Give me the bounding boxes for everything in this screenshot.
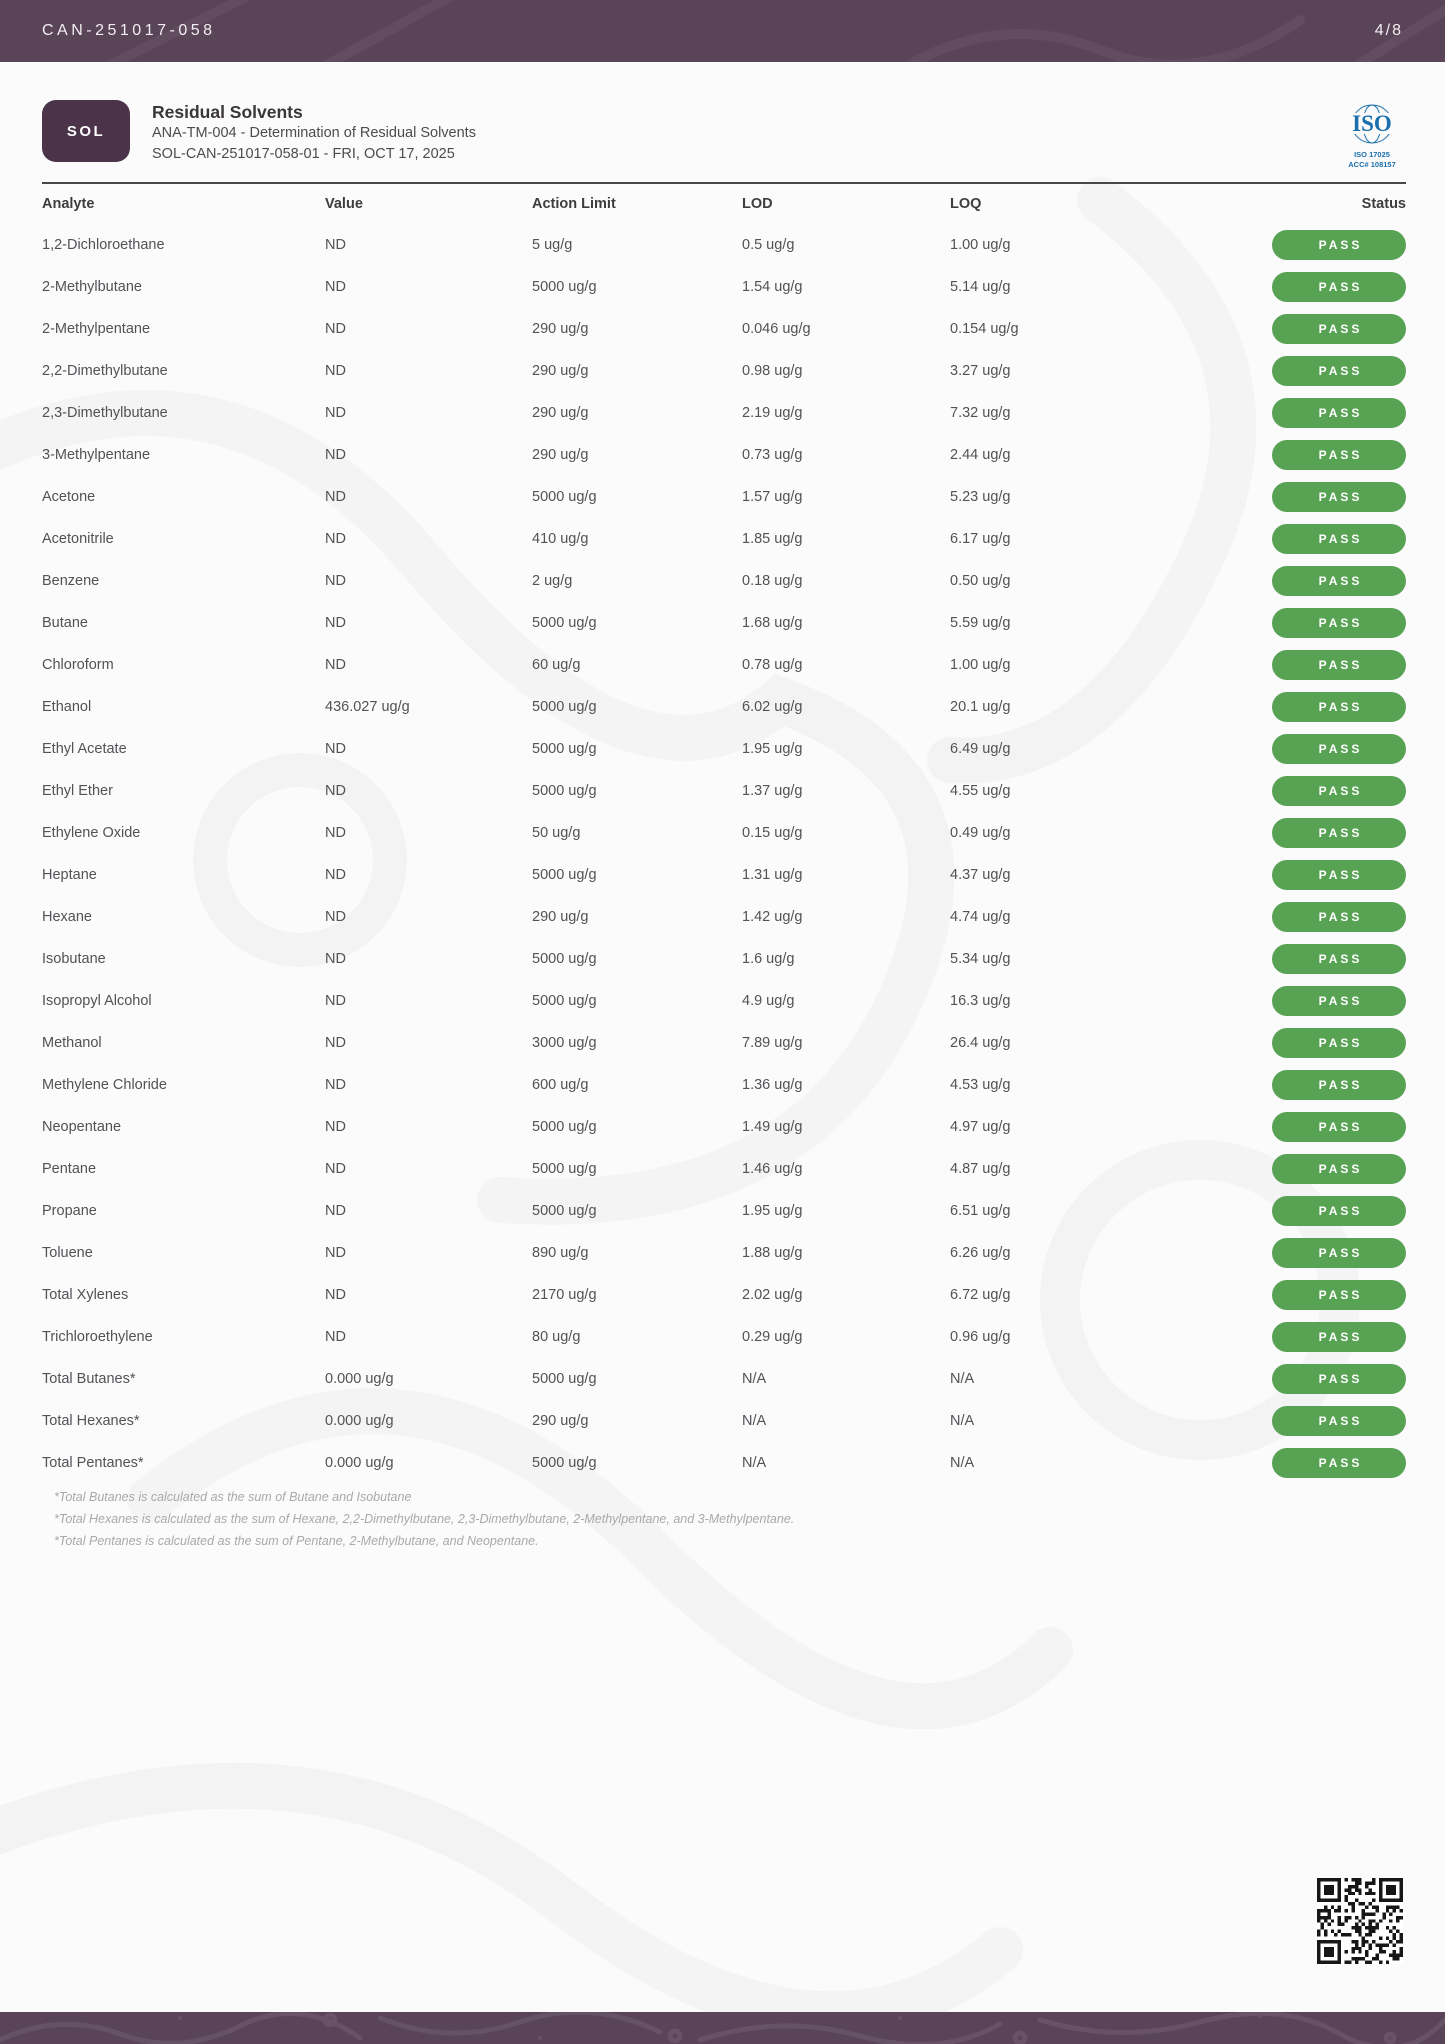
lod-cell: 1.88 ug/g: [742, 1245, 803, 1261]
loq-cell: 4.53 ug/g: [950, 1077, 1011, 1093]
column-header-action-limit: Action Limit: [532, 196, 616, 212]
lod-cell: 0.15 ug/g: [742, 825, 803, 841]
action-limit-cell: 80 ug/g: [532, 1329, 581, 1345]
action-limit-cell: 5 ug/g: [532, 237, 573, 253]
svg-text:ISO: ISO: [1352, 111, 1392, 136]
status-badge: PASS: [1272, 524, 1406, 554]
status-badge: PASS: [1272, 1028, 1406, 1058]
value-cell: ND: [325, 783, 346, 799]
value-cell: ND: [325, 909, 346, 925]
action-limit-cell: 290 ug/g: [532, 1413, 589, 1429]
value-cell: ND: [325, 405, 346, 421]
status-badge: PASS: [1272, 650, 1406, 680]
loq-cell: 5.23 ug/g: [950, 489, 1011, 505]
status-badge: PASS: [1272, 692, 1406, 722]
loq-cell: 6.51 ug/g: [950, 1203, 1011, 1219]
analyte-cell: Heptane: [42, 867, 97, 883]
action-limit-cell: 5000 ug/g: [532, 699, 597, 715]
status-badge: PASS: [1272, 398, 1406, 428]
status-cell: [1272, 440, 1406, 470]
value-cell: ND: [325, 867, 346, 883]
table-row: [42, 812, 1406, 854]
status-cell: [1272, 566, 1406, 596]
status-cell: [1272, 1196, 1406, 1226]
value-cell: ND: [325, 1329, 346, 1345]
column-header-value: Value: [325, 196, 363, 212]
section-title: Residual Solvents: [152, 102, 303, 122]
lod-cell: 1.95 ug/g: [742, 1203, 803, 1219]
table-row: [42, 1232, 1406, 1274]
loq-cell: 1.00 ug/g: [950, 237, 1011, 253]
status-badge: PASS: [1272, 1322, 1406, 1352]
lod-cell: 1.46 ug/g: [742, 1161, 803, 1177]
status-badge: PASS: [1272, 1406, 1406, 1436]
loq-cell: 7.32 ug/g: [950, 405, 1011, 421]
status-cell: [1272, 1448, 1406, 1478]
table-row: [42, 1442, 1406, 1484]
analyte-cell: Propane: [42, 1203, 97, 1219]
value-cell: ND: [325, 993, 346, 1009]
lod-cell: 0.73 ug/g: [742, 447, 803, 463]
lod-cell: 1.95 ug/g: [742, 741, 803, 757]
loq-cell: 4.74 ug/g: [950, 909, 1011, 925]
loq-cell: 5.59 ug/g: [950, 615, 1011, 631]
status-cell: [1272, 818, 1406, 848]
action-limit-cell: 290 ug/g: [532, 447, 589, 463]
status-cell: [1272, 650, 1406, 680]
loq-cell: 16.3 ug/g: [950, 993, 1011, 1009]
status-cell: [1272, 524, 1406, 554]
table-row: [42, 1316, 1406, 1358]
lod-cell: 0.98 ug/g: [742, 363, 803, 379]
iso-globe-icon: [1333, 104, 1411, 144]
status-cell: [1272, 1322, 1406, 1352]
iso-accreditation: [1333, 104, 1411, 169]
analyte-cell: Total Butanes*: [42, 1371, 136, 1387]
lod-cell: 1.85 ug/g: [742, 531, 803, 547]
lod-cell: N/A: [742, 1413, 767, 1429]
action-limit-cell: 50 ug/g: [532, 825, 581, 841]
status-cell: [1272, 230, 1406, 260]
analyte-cell: 1,2-Dichloroethane: [42, 237, 165, 253]
status-badge: PASS: [1272, 272, 1406, 302]
bottom-bar: [0, 2012, 1445, 2044]
lod-cell: 0.18 ug/g: [742, 573, 803, 589]
status-cell: [1272, 1112, 1406, 1142]
lod-cell: 1.49 ug/g: [742, 1119, 803, 1135]
table-row: [42, 602, 1406, 644]
status-cell: [1272, 1280, 1406, 1310]
analyte-cell: Methanol: [42, 1035, 102, 1051]
value-cell: ND: [325, 1287, 346, 1303]
value-cell: 0.000 ug/g: [325, 1413, 394, 1429]
analyte-cell: Isobutane: [42, 951, 106, 967]
table-row: [42, 518, 1406, 560]
table-row: [42, 1064, 1406, 1106]
value-cell: ND: [325, 615, 346, 631]
action-limit-cell: 290 ug/g: [532, 909, 589, 925]
status-badge: PASS: [1272, 356, 1406, 386]
lod-cell: 7.89 ug/g: [742, 1035, 803, 1051]
action-limit-cell: 5000 ug/g: [532, 1371, 597, 1387]
table-row: [42, 896, 1406, 938]
value-cell: ND: [325, 279, 346, 295]
table-row: [42, 770, 1406, 812]
status-cell: [1272, 608, 1406, 638]
analyte-cell: Total Xylenes: [42, 1287, 129, 1303]
lod-cell: 0.29 ug/g: [742, 1329, 803, 1345]
status-cell: [1272, 944, 1406, 974]
value-cell: 0.000 ug/g: [325, 1455, 394, 1471]
status-badge: PASS: [1272, 860, 1406, 890]
analyte-cell: 2-Methylbutane: [42, 279, 142, 295]
action-limit-cell: 5000 ug/g: [532, 993, 597, 1009]
table-row: [42, 854, 1406, 896]
sample-line: SOL-CAN-251017-058-01 - FRI, OCT 17, 2025: [152, 146, 455, 162]
value-cell: ND: [325, 1203, 346, 1219]
loq-cell: 4.87 ug/g: [950, 1161, 1011, 1177]
status-badge: PASS: [1272, 944, 1406, 974]
lod-cell: N/A: [742, 1371, 767, 1387]
lod-cell: 6.02 ug/g: [742, 699, 803, 715]
value-cell: 0.000 ug/g: [325, 1371, 394, 1387]
table-row: [42, 1274, 1406, 1316]
status-badge: PASS: [1272, 230, 1406, 260]
status-badge: PASS: [1272, 440, 1406, 470]
status-cell: [1272, 734, 1406, 764]
action-limit-cell: 5000 ug/g: [532, 867, 597, 883]
lod-cell: 0.78 ug/g: [742, 657, 803, 673]
status-badge: PASS: [1272, 482, 1406, 512]
value-cell: ND: [325, 657, 346, 673]
analyte-cell: Total Hexanes*: [42, 1413, 140, 1429]
table-row: [42, 350, 1406, 392]
value-cell: ND: [325, 1035, 346, 1051]
table-row: [42, 1190, 1406, 1232]
lod-cell: 1.54 ug/g: [742, 279, 803, 295]
status-cell: [1272, 356, 1406, 386]
analyte-cell: Acetonitrile: [42, 531, 114, 547]
status-cell: [1272, 776, 1406, 806]
footnote-line: *Total Pentanes is calculated as the sum of Pentane, 2-Methylbutane, and Neopentane.: [54, 1534, 539, 1548]
column-header-analyte: Analyte: [42, 196, 95, 212]
status-cell: [1272, 1154, 1406, 1184]
lod-cell: 1.42 ug/g: [742, 909, 803, 925]
residual-solvents-table: [42, 182, 1406, 1484]
status-cell: [1272, 1406, 1406, 1436]
analyte-cell: Ethyl Ether: [42, 783, 113, 799]
action-limit-cell: 5000 ug/g: [532, 951, 597, 967]
analyte-cell: Neopentane: [42, 1119, 122, 1135]
status-cell: [1272, 398, 1406, 428]
status-cell: [1272, 272, 1406, 302]
analyte-cell: 2,2-Dimethylbutane: [42, 363, 168, 379]
table-row: [42, 1400, 1406, 1442]
top-bar: [0, 0, 1445, 62]
column-header-loq: LOQ: [950, 196, 982, 212]
loq-cell: 0.49 ug/g: [950, 825, 1011, 841]
section-header: [42, 100, 476, 165]
action-limit-cell: 290 ug/g: [532, 363, 589, 379]
loq-cell: 3.27 ug/g: [950, 363, 1011, 379]
analyte-cell: 3-Methylpentane: [42, 447, 151, 463]
action-limit-cell: 5000 ug/g: [532, 615, 597, 631]
status-badge: PASS: [1272, 986, 1406, 1016]
value-cell: ND: [325, 447, 346, 463]
value-cell: ND: [325, 1119, 346, 1135]
table-row: [42, 224, 1406, 266]
loq-cell: 0.154 ug/g: [950, 321, 1019, 337]
table-row: [42, 308, 1406, 350]
status-badge: PASS: [1272, 1280, 1406, 1310]
table-row: [42, 1106, 1406, 1148]
analyte-cell: Isopropyl Alcohol: [42, 993, 152, 1009]
report-id: CAN-251017-058: [42, 22, 216, 39]
loq-cell: 1.00 ug/g: [950, 657, 1011, 673]
loq-cell: N/A: [950, 1413, 975, 1429]
action-limit-cell: 290 ug/g: [532, 405, 589, 421]
value-cell: ND: [325, 951, 346, 967]
value-cell: ND: [325, 237, 346, 253]
lod-cell: 1.37 ug/g: [742, 783, 803, 799]
table-row: [42, 686, 1406, 728]
loq-cell: 6.72 ug/g: [950, 1287, 1011, 1303]
loq-cell: 4.97 ug/g: [950, 1119, 1011, 1135]
loq-cell: 6.17 ug/g: [950, 531, 1011, 547]
table-header-row: [42, 184, 1406, 224]
lod-cell: 2.19 ug/g: [742, 405, 803, 421]
column-header-lod: LOD: [742, 196, 773, 212]
loq-cell: 4.37 ug/g: [950, 867, 1011, 883]
analyte-cell: Hexane: [42, 909, 92, 925]
status-badge: PASS: [1272, 1448, 1406, 1478]
lod-cell: 2.02 ug/g: [742, 1287, 803, 1303]
status-badge: PASS: [1272, 818, 1406, 848]
table-row: [42, 1358, 1406, 1400]
action-limit-cell: 5000 ug/g: [532, 741, 597, 757]
iso-standard-text: ISO 17025: [1354, 150, 1390, 159]
loq-cell: 4.55 ug/g: [950, 783, 1011, 799]
bottom-bar-pattern: [0, 2012, 1445, 2044]
section-titles: [152, 100, 476, 165]
action-limit-cell: 5000 ug/g: [532, 279, 597, 295]
analyte-cell: Total Pentanes*: [42, 1455, 144, 1471]
analyte-cell: Chloroform: [42, 657, 114, 673]
value-cell: ND: [325, 321, 346, 337]
value-cell: ND: [325, 363, 346, 379]
value-cell: ND: [325, 1161, 346, 1177]
status-cell: [1272, 692, 1406, 722]
status-badge: PASS: [1272, 1196, 1406, 1226]
loq-cell: N/A: [950, 1455, 975, 1471]
analyte-cell: 2-Methylpentane: [42, 321, 151, 337]
table-row: [42, 476, 1406, 518]
status-cell: [1272, 482, 1406, 512]
table-row: [42, 392, 1406, 434]
value-cell: ND: [325, 1077, 346, 1093]
value-cell: ND: [325, 489, 346, 505]
status-badge: PASS: [1272, 1154, 1406, 1184]
value-cell: ND: [325, 741, 346, 757]
value-cell: 436.027 ug/g: [325, 699, 410, 715]
method-line: ANA-TM-004 - Determination of Residual Solvents: [152, 125, 476, 141]
action-limit-cell: 5000 ug/g: [532, 1161, 597, 1177]
value-cell: ND: [325, 1245, 346, 1261]
loq-cell: 26.4 ug/g: [950, 1035, 1011, 1051]
lod-cell: 1.6 ug/g: [742, 951, 795, 967]
action-limit-cell: 2 ug/g: [532, 573, 573, 589]
column-header-status: Status: [1361, 196, 1406, 212]
analyte-cell: Benzene: [42, 573, 100, 589]
table-row: [42, 266, 1406, 308]
action-limit-cell: 410 ug/g: [532, 531, 589, 547]
status-cell: [1272, 1364, 1406, 1394]
lod-cell: 1.57 ug/g: [742, 489, 803, 505]
status-cell: [1272, 902, 1406, 932]
status-badge: PASS: [1272, 1112, 1406, 1142]
action-limit-cell: 5000 ug/g: [532, 1455, 597, 1471]
action-limit-cell: 290 ug/g: [532, 321, 589, 337]
lod-cell: 4.9 ug/g: [742, 993, 795, 1009]
action-limit-cell: 60 ug/g: [532, 657, 581, 673]
loq-cell: 5.34 ug/g: [950, 951, 1011, 967]
action-limit-cell: 2170 ug/g: [532, 1287, 597, 1303]
status-cell: [1272, 1028, 1406, 1058]
table-row: [42, 938, 1406, 980]
status-badge: PASS: [1272, 1238, 1406, 1268]
sol-badge: SOL: [42, 100, 130, 162]
lod-cell: 1.68 ug/g: [742, 615, 803, 631]
lod-cell: 1.36 ug/g: [742, 1077, 803, 1093]
value-cell: ND: [325, 825, 346, 841]
analyte-cell: Toluene: [42, 1245, 93, 1261]
iso-accreditation-number: ACC# 108157: [1348, 160, 1396, 169]
loq-cell: 0.50 ug/g: [950, 573, 1011, 589]
status-badge: PASS: [1272, 566, 1406, 596]
table-row: [42, 1022, 1406, 1064]
analyte-cell: Trichloroethylene: [42, 1329, 153, 1345]
analyte-cell: 2,3-Dimethylbutane: [42, 405, 168, 421]
status-cell: [1272, 314, 1406, 344]
action-limit-cell: 890 ug/g: [532, 1245, 589, 1261]
action-limit-cell: 5000 ug/g: [532, 1119, 597, 1135]
qr-code: [1317, 1878, 1403, 1964]
table-body: [42, 224, 1406, 1484]
action-limit-cell: 5000 ug/g: [532, 1203, 597, 1219]
lod-cell: 0.046 ug/g: [742, 321, 811, 337]
loq-cell: N/A: [950, 1371, 975, 1387]
status-badge: PASS: [1272, 1070, 1406, 1100]
footnotes: [54, 1486, 794, 1552]
action-limit-cell: 600 ug/g: [532, 1077, 589, 1093]
analyte-cell: Ethyl Acetate: [42, 741, 127, 757]
table-row: [42, 434, 1406, 476]
table-row: [42, 1148, 1406, 1190]
loq-cell: 6.26 ug/g: [950, 1245, 1011, 1261]
analyte-cell: Acetone: [42, 489, 96, 505]
status-badge: PASS: [1272, 608, 1406, 638]
table-row: [42, 560, 1406, 602]
analyte-cell: Ethylene Oxide: [42, 825, 141, 841]
analyte-cell: Methylene Chloride: [42, 1077, 167, 1093]
action-limit-cell: 5000 ug/g: [532, 489, 597, 505]
status-cell: [1272, 860, 1406, 890]
status-badge: PASS: [1272, 776, 1406, 806]
loq-cell: 0.96 ug/g: [950, 1329, 1011, 1345]
action-limit-cell: 3000 ug/g: [532, 1035, 597, 1051]
loq-cell: 5.14 ug/g: [950, 279, 1011, 295]
page-indicator: 4/8: [1374, 22, 1403, 39]
analyte-cell: Butane: [42, 615, 88, 631]
status-cell: [1272, 1238, 1406, 1268]
value-cell: ND: [325, 573, 346, 589]
footnote-line: *Total Hexanes is calculated as the sum of Hexane, 2,2-Dimethylbutane, 2,3-Dimethylbutane, 2-Methylpentane, and 3-Methylpentane.: [54, 1512, 795, 1526]
loq-cell: 20.1 ug/g: [950, 699, 1011, 715]
value-cell: ND: [325, 531, 346, 547]
status-cell: [1272, 986, 1406, 1016]
loq-cell: 2.44 ug/g: [950, 447, 1011, 463]
loq-cell: 6.49 ug/g: [950, 741, 1011, 757]
table-row: [42, 980, 1406, 1022]
action-limit-cell: 5000 ug/g: [532, 783, 597, 799]
status-badge: PASS: [1272, 1364, 1406, 1394]
lod-cell: 1.31 ug/g: [742, 867, 803, 883]
status-badge: PASS: [1272, 734, 1406, 764]
status-badge: PASS: [1272, 902, 1406, 932]
lod-cell: 0.5 ug/g: [742, 237, 795, 253]
status-cell: [1272, 1070, 1406, 1100]
lod-cell: N/A: [742, 1455, 767, 1471]
top-bar-pattern: [0, 0, 1445, 62]
analyte-cell: Pentane: [42, 1161, 97, 1177]
status-badge: PASS: [1272, 314, 1406, 344]
footnote-line: *Total Butanes is calculated as the sum of Butane and Isobutane: [54, 1490, 412, 1504]
analyte-cell: Ethanol: [42, 699, 92, 715]
table-row: [42, 728, 1406, 770]
table-row: [42, 644, 1406, 686]
